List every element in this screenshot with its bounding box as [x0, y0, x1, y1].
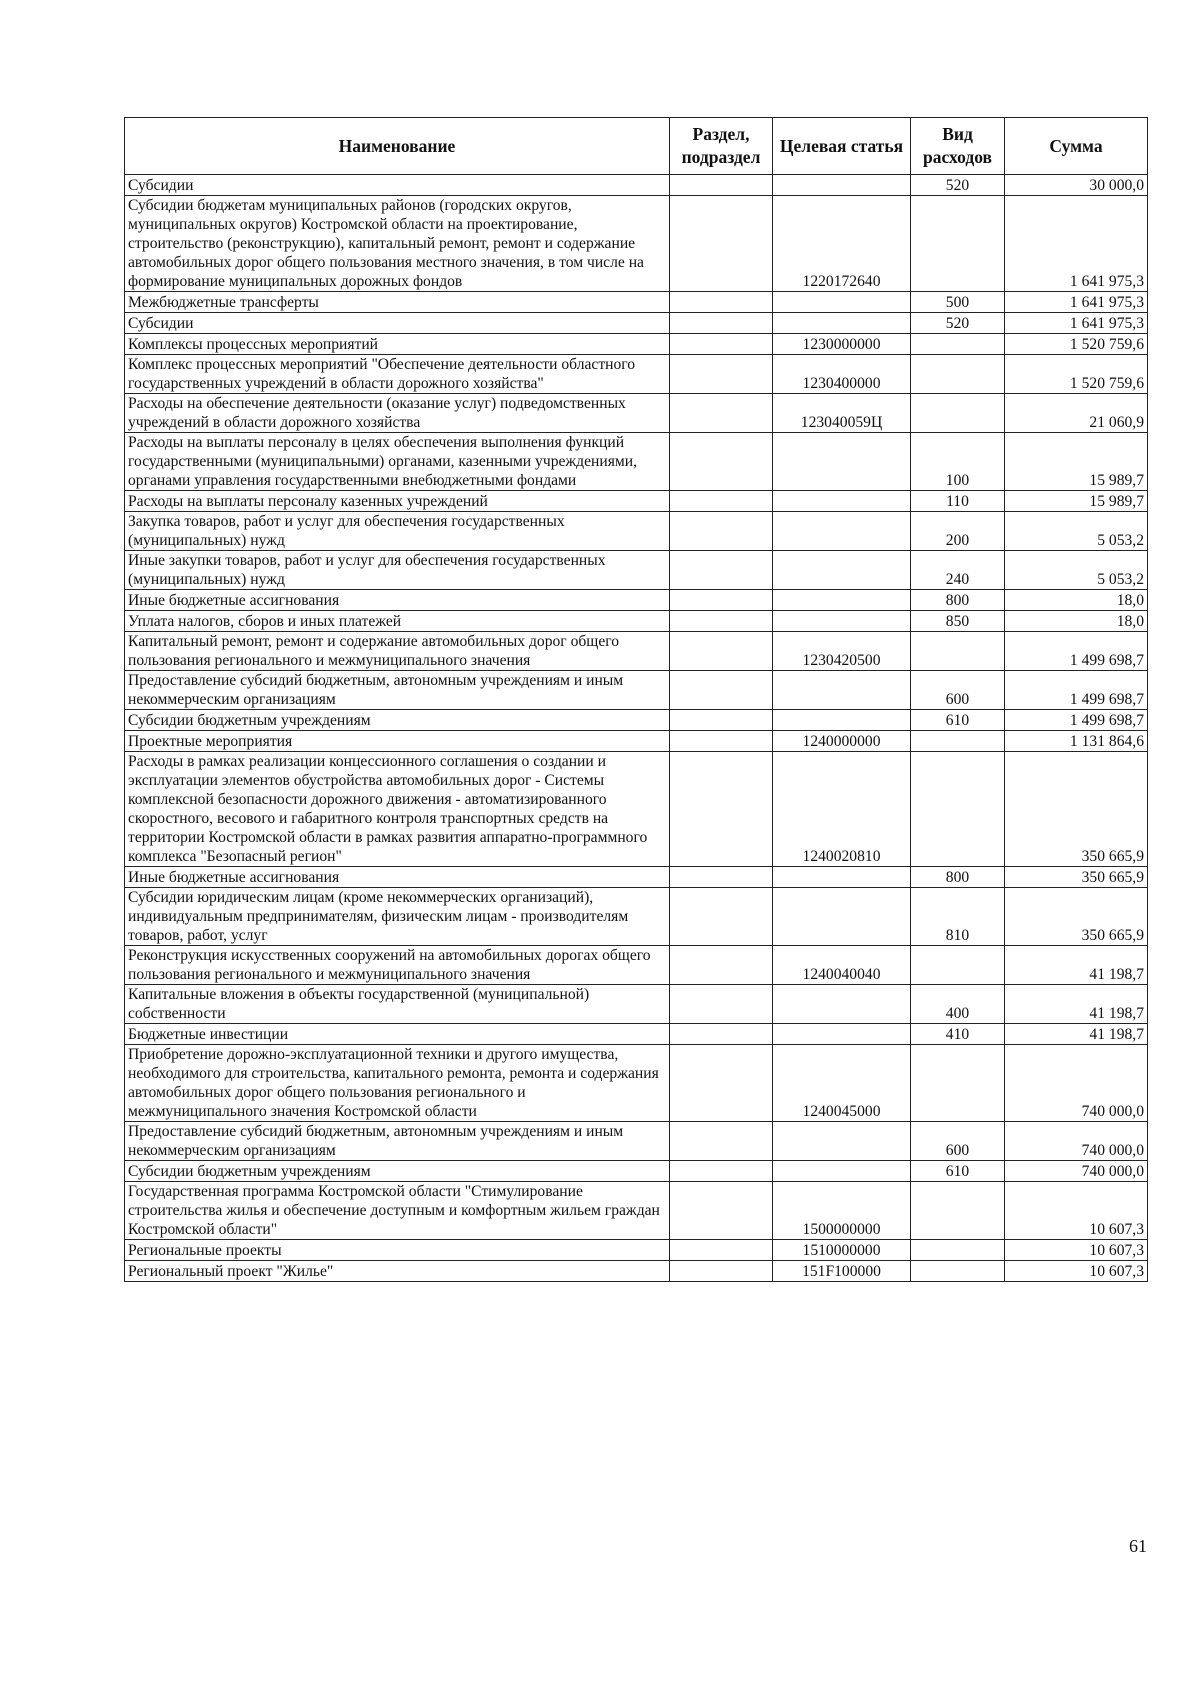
row-name: Комплексы процессных мероприятий — [125, 334, 670, 355]
row-kind: 410 — [911, 1024, 1005, 1045]
row-section — [670, 611, 773, 632]
row-sum: 21 060,9 — [1005, 394, 1148, 433]
row-name: Комплекс процессных мероприятий "Обеспечение деятельности областного государственных учреждений в области дорожного хозяйства" — [125, 355, 670, 394]
table-row — [125, 888, 1148, 946]
row-sum: 41 198,7 — [1005, 985, 1148, 1024]
table-row — [125, 731, 1148, 752]
row-article — [773, 867, 911, 888]
row-name: Субсидии бюджетным учреждениям — [125, 710, 670, 731]
row-sum: 15 989,7 — [1005, 491, 1148, 512]
row-name: Приобретение дорожно-эксплуатационной техники и другого имущества, необходимого для строительства, капитального ремонта, ремонта и содержания автомобильных дорог общего пользования регионального и межмуниципального значения Костромской области — [125, 1045, 670, 1122]
row-section — [670, 491, 773, 512]
row-section — [670, 292, 773, 313]
table-row — [125, 313, 1148, 334]
row-article: 1230420500 — [773, 632, 911, 671]
row-article: 1240040040 — [773, 946, 911, 985]
row-name: Субсидии бюджетам муниципальных районов (городских округов, муниципальных округов) Костромской области на проектирование, строительство (реконструкцию), капитальный ремонт, ремонт и содержание автомобильных дорог общего пользования местного значения, в том числе на формирование муниципальных дорожных фондов — [125, 196, 670, 292]
row-sum: 18,0 — [1005, 611, 1148, 632]
row-kind — [911, 355, 1005, 394]
row-section — [670, 355, 773, 394]
row-kind: 500 — [911, 292, 1005, 313]
row-name: Расходы на обеспечение деятельности (оказание услуг) подведомственных учреждений в области дорожного хозяйства — [125, 394, 670, 433]
header-kind: Вид расходов — [911, 118, 1005, 175]
table-row — [125, 491, 1148, 512]
row-article — [773, 433, 911, 491]
row-sum: 5 053,2 — [1005, 512, 1148, 551]
row-sum: 41 198,7 — [1005, 1024, 1148, 1045]
row-article — [773, 1161, 911, 1182]
row-name: Иные закупки товаров, работ и услуг для обеспечения государственных (муниципальных) нужд — [125, 551, 670, 590]
table-row — [125, 611, 1148, 632]
row-kind: 800 — [911, 590, 1005, 611]
table-row — [125, 512, 1148, 551]
row-article — [773, 611, 911, 632]
row-kind: 520 — [911, 175, 1005, 196]
row-sum: 1 641 975,3 — [1005, 196, 1148, 292]
row-article: 1240020810 — [773, 752, 911, 867]
table-row — [125, 590, 1148, 611]
row-sum: 1 520 759,6 — [1005, 334, 1148, 355]
row-section — [670, 512, 773, 551]
row-name: Региональные проекты — [125, 1240, 670, 1261]
row-section — [670, 1182, 773, 1240]
table-row — [125, 355, 1148, 394]
table-row — [125, 671, 1148, 710]
row-article — [773, 292, 911, 313]
row-section — [670, 1261, 773, 1282]
header-section: Раздел, подраздел — [670, 118, 773, 175]
row-section — [670, 710, 773, 731]
row-kind: 110 — [911, 491, 1005, 512]
row-sum: 10 607,3 — [1005, 1240, 1148, 1261]
row-section — [670, 1045, 773, 1122]
row-name: Предоставление субсидий бюджетным, автономным учреждениям и иным некоммерческим организациям — [125, 1122, 670, 1161]
row-section — [670, 731, 773, 752]
row-section — [670, 632, 773, 671]
row-article: 1220172640 — [773, 196, 911, 292]
row-sum: 1 499 698,7 — [1005, 632, 1148, 671]
header-article: Целевая статья — [773, 118, 911, 175]
row-name: Капитальные вложения в объекты государственной (муниципальной) собственности — [125, 985, 670, 1024]
table-row — [125, 1024, 1148, 1045]
row-article: 1510000000 — [773, 1240, 911, 1261]
row-kind — [911, 334, 1005, 355]
row-kind: 100 — [911, 433, 1005, 491]
row-sum: 10 607,3 — [1005, 1261, 1148, 1282]
row-section — [670, 1024, 773, 1045]
row-article: 151F100000 — [773, 1261, 911, 1282]
row-sum: 1 499 698,7 — [1005, 671, 1148, 710]
row-kind: 400 — [911, 985, 1005, 1024]
row-name: Проектные мероприятия — [125, 731, 670, 752]
row-article: 1500000000 — [773, 1182, 911, 1240]
row-section — [670, 313, 773, 334]
table-row — [125, 632, 1148, 671]
row-name: Реконструкция искусственных сооружений на автомобильных дорогах общего пользования регионального и межмуниципального значения — [125, 946, 670, 985]
row-section — [670, 590, 773, 611]
row-article — [773, 710, 911, 731]
row-name: Региональный проект "Жилье" — [125, 1261, 670, 1282]
row-kind: 600 — [911, 1122, 1005, 1161]
row-kind: 610 — [911, 710, 1005, 731]
table-row — [125, 196, 1148, 292]
table-row — [125, 1240, 1148, 1261]
row-article — [773, 888, 911, 946]
row-kind — [911, 1182, 1005, 1240]
row-kind — [911, 196, 1005, 292]
row-sum: 1 499 698,7 — [1005, 710, 1148, 731]
row-section — [670, 433, 773, 491]
row-section — [670, 175, 773, 196]
row-section — [670, 1240, 773, 1261]
row-sum: 1 520 759,6 — [1005, 355, 1148, 394]
row-sum: 1 641 975,3 — [1005, 292, 1148, 313]
row-article: 123040059Ц — [773, 394, 911, 433]
row-article — [773, 491, 911, 512]
row-section — [670, 1122, 773, 1161]
row-kind: 200 — [911, 512, 1005, 551]
row-name: Расходы на выплаты персоналу в целях обеспечения выполнения функций государственными (муниципальными) органами, казенными учреждениями, органами управления государственными внебюджетными фондами — [125, 433, 670, 491]
row-name: Иные бюджетные ассигнования — [125, 867, 670, 888]
header-name: Наименование — [125, 118, 670, 175]
row-kind: 850 — [911, 611, 1005, 632]
row-kind — [911, 731, 1005, 752]
row-kind — [911, 632, 1005, 671]
row-article: 1240045000 — [773, 1045, 911, 1122]
row-article — [773, 512, 911, 551]
row-section — [670, 946, 773, 985]
row-section — [670, 551, 773, 590]
row-kind: 240 — [911, 551, 1005, 590]
row-section — [670, 1161, 773, 1182]
row-kind — [911, 1261, 1005, 1282]
table-row — [125, 867, 1148, 888]
row-article — [773, 1122, 911, 1161]
row-section — [670, 985, 773, 1024]
row-kind: 520 — [911, 313, 1005, 334]
row-name: Субсидии юридическим лицам (кроме некоммерческих организаций), индивидуальным предпринимателям, физическим лицам - производителям товаров, работ, услуг — [125, 888, 670, 946]
row-kind — [911, 1045, 1005, 1122]
row-article: 1240000000 — [773, 731, 911, 752]
table-row — [125, 710, 1148, 731]
table-row — [125, 985, 1148, 1024]
table-row — [125, 292, 1148, 313]
row-name: Закупка товаров, работ и услуг для обеспечения государственных (муниципальных) нужд — [125, 512, 670, 551]
row-sum: 350 665,9 — [1005, 867, 1148, 888]
table-row — [125, 1261, 1148, 1282]
row-sum: 18,0 — [1005, 590, 1148, 611]
row-section — [670, 888, 773, 946]
row-sum: 1 641 975,3 — [1005, 313, 1148, 334]
header-row — [125, 118, 1148, 175]
table-row — [125, 1122, 1148, 1161]
row-name: Расходы в рамках реализации концессионного соглашения о создании и эксплуатации элементов обустройства автомобильных дорог - Системы комплексной безопасности дорожного движения - автоматизированного скоростного, весового и габаритного контроля транспортных средств на территории Костромской области в рамках развития аппаратно-программного комплекса "Безопасный регион" — [125, 752, 670, 867]
row-name: Бюджетные инвестиции — [125, 1024, 670, 1045]
row-sum: 30 000,0 — [1005, 175, 1148, 196]
table-row — [125, 334, 1148, 355]
row-name: Уплата налогов, сборов и иных платежей — [125, 611, 670, 632]
row-sum: 10 607,3 — [1005, 1182, 1148, 1240]
row-name: Капитальный ремонт, ремонт и содержание автомобильных дорог общего пользования регионального и межмуниципального значения — [125, 632, 670, 671]
row-sum: 1 131 864,6 — [1005, 731, 1148, 752]
row-sum: 740 000,0 — [1005, 1045, 1148, 1122]
budget-table — [124, 117, 1148, 1282]
table-row — [125, 433, 1148, 491]
row-sum: 41 198,7 — [1005, 946, 1148, 985]
row-article — [773, 551, 911, 590]
row-name: Межбюджетные трансферты — [125, 292, 670, 313]
row-name: Субсидии — [125, 313, 670, 334]
budget-sheet — [124, 117, 1147, 1282]
row-article — [773, 985, 911, 1024]
table-row — [125, 946, 1148, 985]
row-section — [670, 671, 773, 710]
table-row — [125, 551, 1148, 590]
row-article — [773, 1024, 911, 1045]
page-number: 61 — [1129, 1536, 1147, 1556]
row-section — [670, 752, 773, 867]
row-kind: 810 — [911, 888, 1005, 946]
row-kind: 610 — [911, 1161, 1005, 1182]
row-sum: 740 000,0 — [1005, 1161, 1148, 1182]
table-row — [125, 752, 1148, 867]
table-row — [125, 175, 1148, 196]
row-section — [670, 334, 773, 355]
row-name: Субсидии — [125, 175, 670, 196]
row-sum: 5 053,2 — [1005, 551, 1148, 590]
row-article — [773, 671, 911, 710]
row-section — [670, 196, 773, 292]
table-row — [125, 1045, 1148, 1122]
row-name: Предоставление субсидий бюджетным, автономным учреждениям и иным некоммерческим организациям — [125, 671, 670, 710]
row-article — [773, 175, 911, 196]
row-kind — [911, 946, 1005, 985]
table-row — [125, 1161, 1148, 1182]
header-sum: Сумма — [1005, 118, 1148, 175]
row-sum: 350 665,9 — [1005, 752, 1148, 867]
row-name: Иные бюджетные ассигнования — [125, 590, 670, 611]
row-kind: 600 — [911, 671, 1005, 710]
row-sum: 350 665,9 — [1005, 888, 1148, 946]
row-section — [670, 867, 773, 888]
row-name: Расходы на выплаты персоналу казенных учреждений — [125, 491, 670, 512]
row-name: Субсидии бюджетным учреждениям — [125, 1161, 670, 1182]
row-kind — [911, 1240, 1005, 1261]
row-article — [773, 590, 911, 611]
row-section — [670, 394, 773, 433]
row-sum: 740 000,0 — [1005, 1122, 1148, 1161]
table-row — [125, 394, 1148, 433]
row-name: Государственная программа Костромской области "Стимулирование строительства жилья и обеспечение доступным и комфортным жильем граждан Костромской области" — [125, 1182, 670, 1240]
row-kind: 800 — [911, 867, 1005, 888]
table-body — [125, 175, 1148, 1282]
row-sum: 15 989,7 — [1005, 433, 1148, 491]
row-kind — [911, 752, 1005, 867]
table-row — [125, 1182, 1148, 1240]
row-article: 1230000000 — [773, 334, 911, 355]
row-article: 1230400000 — [773, 355, 911, 394]
row-kind — [911, 394, 1005, 433]
row-article — [773, 313, 911, 334]
